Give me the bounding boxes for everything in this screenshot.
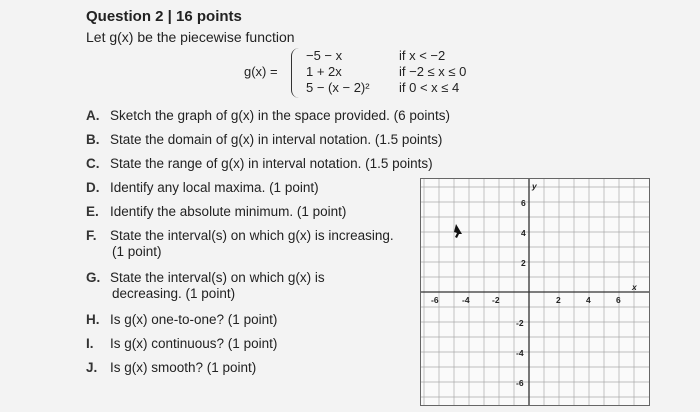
question-title: Question 2 | 16 points bbox=[86, 8, 242, 25]
question-text-continued: (1 point) bbox=[112, 244, 162, 259]
question-h bbox=[86, 312, 277, 327]
question-text: Is g(x) one-to-one? (1 point) bbox=[110, 312, 278, 327]
graph-grid[interactable] bbox=[420, 178, 650, 406]
x-tick-label: 6 bbox=[616, 295, 621, 305]
piece-1-condition: if x < −2 bbox=[399, 48, 446, 63]
question-a bbox=[86, 108, 450, 123]
piece-2-condition: if −2 ≤ x ≤ 0 bbox=[399, 64, 467, 79]
question-j bbox=[86, 360, 256, 375]
question-b bbox=[86, 132, 442, 147]
question-text: State the range of g(x) in interval notation. (1.5 points) bbox=[110, 156, 433, 171]
function-lhs: g(x) = bbox=[244, 64, 278, 79]
question-letter: D. bbox=[86, 180, 100, 195]
question-letter: C. bbox=[86, 156, 100, 171]
left-brace bbox=[291, 48, 299, 98]
piece-3-condition: if 0 < x ≤ 4 bbox=[399, 80, 460, 95]
question-e bbox=[86, 204, 346, 219]
question-letter: J. bbox=[86, 360, 98, 375]
question-d bbox=[86, 180, 319, 195]
x-tick-label: 2 bbox=[556, 295, 561, 305]
question-g bbox=[86, 270, 325, 301]
question-letter: B. bbox=[86, 132, 100, 147]
piece-3-expression: 5 − (x − 2)² bbox=[306, 80, 370, 95]
piece-1-expression: −5 − x bbox=[306, 48, 343, 63]
question-text: Identify any local maxima. (1 point) bbox=[110, 180, 319, 195]
question-c bbox=[86, 156, 433, 171]
x-tick-label: 4 bbox=[586, 295, 591, 305]
x-tick-label: -6 bbox=[431, 295, 439, 305]
question-letter: G. bbox=[86, 270, 101, 285]
y-tick-label: 6 bbox=[521, 198, 526, 208]
x-tick-label: -2 bbox=[492, 295, 500, 305]
cursor-arrow-icon bbox=[454, 224, 462, 238]
question-text-continued: decreasing. (1 point) bbox=[112, 286, 236, 301]
question-text: Identify the absolute minimum. (1 point) bbox=[110, 204, 347, 219]
coordinate-plane[interactable] bbox=[421, 179, 649, 405]
question-f bbox=[86, 228, 394, 259]
question-letter: A. bbox=[86, 108, 100, 123]
question-text: State the interval(s) on which g(x) is increasing. bbox=[110, 228, 394, 243]
question-letter: I. bbox=[86, 336, 94, 351]
question-letter: H. bbox=[86, 312, 100, 327]
y-tick-label: -6 bbox=[516, 378, 524, 388]
x-tick-label: -4 bbox=[462, 295, 470, 305]
question-text: Is g(x) continuous? (1 point) bbox=[110, 336, 278, 351]
question-i bbox=[86, 336, 277, 351]
question-text: Is g(x) smooth? (1 point) bbox=[110, 360, 257, 375]
y-tick-label: 2 bbox=[521, 258, 526, 268]
question-letter: F. bbox=[86, 228, 97, 243]
y-tick-label: -2 bbox=[516, 318, 524, 328]
question-text: Sketch the graph of g(x) in the space provided. (6 points) bbox=[110, 108, 450, 123]
piece-2-expression: 1 + 2x bbox=[306, 64, 342, 79]
y-tick-label: -4 bbox=[516, 348, 524, 358]
y-tick-label: 4 bbox=[521, 228, 526, 238]
x-axis-label: x bbox=[632, 282, 637, 292]
question-text: State the interval(s) on which g(x) is bbox=[110, 270, 325, 285]
question-intro: Let g(x) be the piecewise function bbox=[86, 29, 295, 45]
y-axis-label: y bbox=[532, 181, 537, 191]
question-text: State the domain of g(x) in interval notation. (1.5 points) bbox=[110, 132, 443, 147]
question-letter: E. bbox=[86, 204, 99, 219]
